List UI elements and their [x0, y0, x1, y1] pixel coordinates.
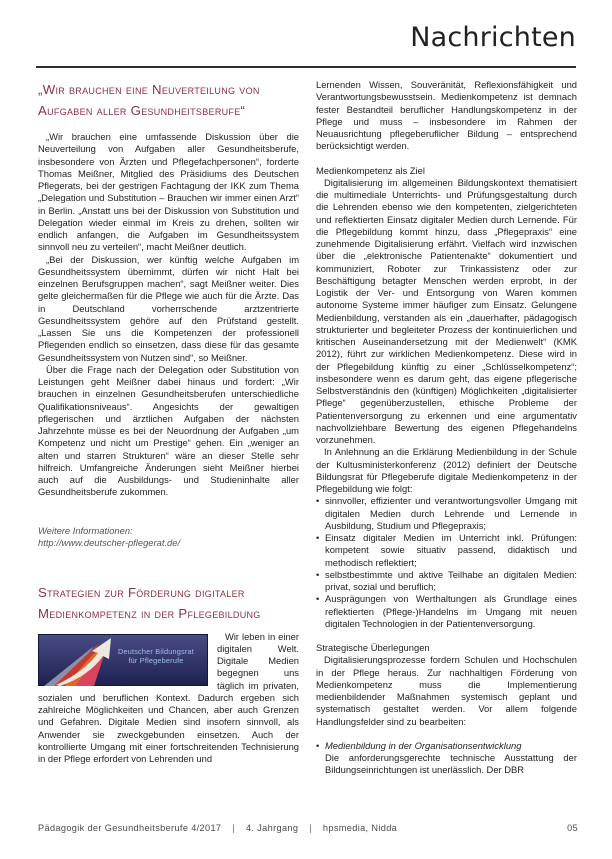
article2-paragraph-strategisch: Digitalisierungsprozesse fordern Schulen und Hochschulen in der Pflege heraus. Zur nachhaltigen Förderung von Medienkompetenz muss die Implementierung medienbildender Maßnahmen systemisch geplant und systematisch gestaltet werden. Vor allem folgende Handlungsfelder sind zu bearbeiten: [316, 654, 577, 727]
action-field-title: Medienbildung in der Organisationsentwicklung [325, 739, 522, 751]
media-competence-list [316, 495, 577, 630]
article2-paragraph-digitalisierung: Digitalisierung im allgemeinen Bildungskontext thematisiert die multimediale Unterrichts- und Prüfungsgestaltung durch die Lehrenden ebenso wie den kompetenten, zielgerichteten und reflektierten Einsatz digitaler Medien durch Lernende. Für die Pflegebildung kommt hinzu, dass „Pflegepraxis“ eine zunehmende Digitalisierung erfährt. Vielfach wird inzwischen über die „elektronische Patientenakte“ dokumentiert und kommuniziert, Roboter zur Trinkassistenz oder zur Beschäftigung betagter Menschen werden erprobt, in der Logistik der Ver- und Entsorgung von Waren kommen autonome Systeme immer häufiger zum Einsatz. Gelungene Medienbildung, verstanden als ein „dauerhafter, pädagogisch strukturierter und begleiteter Prozess der kontinuierlichen und kritischen Auseinandersetzung mit der Medienwelt“ (KMK 2012), führt zur wirklichen Medienkompetenz. Diese wird in der Pflegebildung künftig zu einer „Schlüsselkompetenz“; insbesondere wenn es darum geht, das eigene pflegerische Selbstverständnis den (künftigen) Möglichkeiten „digitalisierter Pflege“ gegenüberzustellen, ethische Probleme der Patientenversorgung zu erkennen und eine argumentativ nachvollziehbare Bewertung des eigenen Pflegehandelns vorzunehmen. [316, 176, 577, 445]
page-footer [38, 823, 578, 833]
list-item [316, 740, 577, 777]
further-information-label: Weitere Informationen: [38, 524, 133, 536]
article2-continuation-paragraph: Lernenden Wissen, Souveränität, Reflexionsfähigkeit und Verantwortungsbewusstsein. Medienkompetenz ist demnach fester Bestandteil beruflicher Handlungskompetenz in der Pflege und muss – insbesondere im Rahmen der Neuausrichtung pflegeberuflicher Bildung – entsprechend berücksichtigt werden. [316, 79, 577, 152]
subheading-strategisch: Strategische Überlegungen [316, 642, 430, 653]
article2-paragraph-anlehnung: In Anlehnung an die Erklärung Medienbildung in der Schule der Kultusministerkonferenz (2012) definiert der Deutsche Bildungsrat für Pflegeberufe digitale Medienkompetenz in der Pflegebildung wie folgt: [316, 446, 577, 494]
action-field-text: Die anforderungsgerechte technische Ausstattung der Bildungseinrichtungen ist unerlässlich. Der DBR [325, 752, 577, 776]
article1-title: „Wir brauchen eine Neuverteilung von Aufgaben aller Gesundheitsberufe“ [38, 82, 260, 118]
article2-intro-block [38, 631, 299, 766]
list-item: • Ausprägungen von Werthaltungen als Grundlage eines reflektierten (Pflege-)Handelns im Umgang mit neuen digitalen Technologien in der Patientenversorgung. [316, 593, 577, 630]
list-item: • sinnvoller, effizienter und verantwortungsvoller Umgang mit digitalen Medien durch Lehrende und Lernende in Ausbildung, Studium und Pflegepraxis; [316, 495, 577, 532]
dbr-logo-line1: Deutscher Bildungsrat [118, 646, 194, 656]
further-information [38, 525, 299, 550]
article2-title: Strategien zur Förderung digitaler Medienkompetenz in der Pflegebildung [38, 584, 261, 621]
subheading-medienkompetenz: Medienkompetenz als Ziel [316, 164, 425, 176]
page-title: Nachrichten [410, 22, 576, 53]
journal-title: Pädagogik der Gesundheitsberufe 4/2017 [38, 823, 222, 833]
footer-journal-info [38, 823, 397, 833]
article1-paragraph-1: „Wir brauchen eine umfassende Diskussion über die Neuverteilung von Aufgaben aller Gesundheitsberufe, insbesondere von Ärzten und Pflegefachpersonen“, forderte Thomas Meißner, Mitglied des Präsidiums des Deutschen Pflegerats, bei der gestrigen Fachtagung der IKK zum Thema „Delegation und Substitution – Brauchen wir immer einen Arzt“ in Berlin. „Anstatt uns bei der Diskussion von Substitution und Delegation wieder einmal im Kreis zu drehen, sollten wir endlich anfangen, die Aufgaben im Gesundheitssystem sinnvoll neu zu verteilen“, macht Meißner deutlich. [38, 131, 299, 253]
footer-separator: | [309, 823, 313, 833]
further-information-link[interactable]: http://www.deutscher-pflegerat.de/ [38, 537, 181, 548]
dbr-logo-text [109, 647, 203, 665]
list-item: • Einsatz digitaler Medien im Unterricht inkl. Prüfungen: kompetent sowie situativ passend, didaktisch und methodisch reflektiert; [316, 532, 577, 569]
page-number: 05 [567, 823, 578, 833]
left-column [38, 79, 299, 777]
journal-volume: 4. Jahrgang [245, 823, 299, 833]
dbr-logo-image [38, 634, 208, 686]
content-columns [38, 79, 577, 777]
list-item: • selbstbestimmte und aktive Teilhabe an digitalen Medien: privat, sozial und beruflich; [316, 569, 577, 594]
article1-paragraph-3: Über die Frage nach der Delegation oder Substitution von Leistungen geht Meißner dabei hinaus und fordert: „Wir brauchen in einzelnen Gesundheitsberufen unterschiedliche Qualifikationsniveaus“. Angesichts der gewaltigen pflegerischen und ärztlichen Aufgaben der nächsten Jahrzehnte müsse es bei der Neuordnung der Aufgaben „um Kompetenz und nicht um Prestige“ gehen. Ein „weniger an alten und starren Strukturen“ wäre an dieser Stelle sehr hilfreich. Umfangreiche Änderungen sieht Meißner hierbei auch auf die Ausbildungs- und Studieninhalte aller Gesundheitsberufe zukommen. [38, 363, 299, 498]
journal-publisher: hpsmedia, Nidda [322, 823, 398, 833]
footer-separator: | [232, 823, 236, 833]
article1-paragraph-2: „Bei der Diskussion, wer künftig welche Aufgaben im Gesundheitssystem übernimmt, dürfen wir nicht Halt bei einzelnen Berufsgruppen machen“, sagt Meißner weiter. Dies gelte gleichermaßen für die Pflege wie auch für die Ärzte. Das in Deutschland vorherrschende arztzentrierte Gesundheitssystem gehöre auf den Prüfstand gestellt. „Lassen Sie uns die Kompetenzen der professionell Pflegenden endlich so einsetzen, dass diese für das gesamte Gesundheitssystem von Nutzen sind“, so Meißner. [38, 253, 299, 363]
dbr-logo-line2: für Pflegeberufe [128, 655, 184, 665]
article2-intro-paragraph: Wir leben in einer digitalen Welt. Digitale Medien begegnen uns täglich im privaten, sozialen und beruflichen Kontext. Dadurch ergeben sich zahlreiche Möglichkeiten und Chancen, aber auch Grenzen und Gefahren. Digitale Medien sind insofern sinnvoll, als Anwender sie zweckgebunden einsetzen. Auch der kontrollierte Umgang mit einer fortschreitenden Technisierung in der Pflege erfordert von Lehrenden und [38, 630, 299, 764]
right-column [316, 79, 577, 777]
action-fields-list [316, 740, 577, 777]
header-divider [36, 66, 576, 68]
